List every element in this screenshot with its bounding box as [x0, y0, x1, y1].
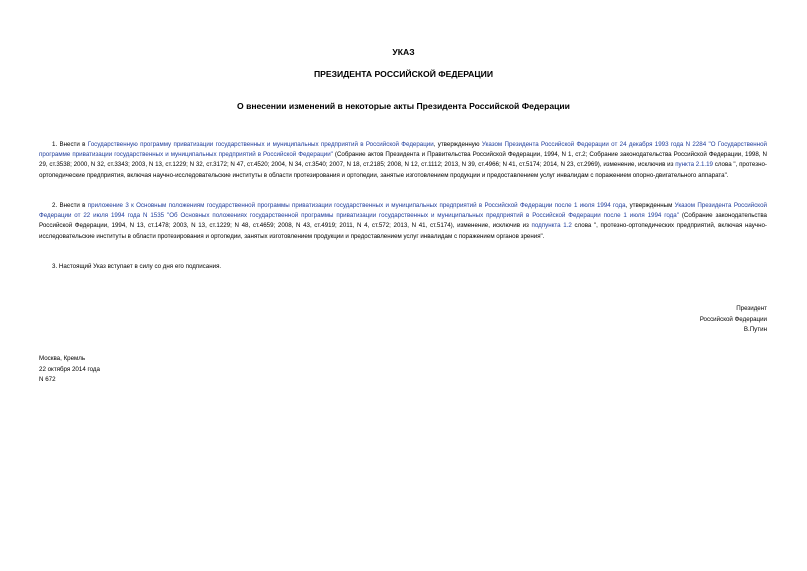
signature-country: Российской Федерации	[699, 315, 767, 323]
decree-number: N 672	[39, 376, 56, 383]
paragraph-2-text-4: слова ", протезно-ортопедических предприятий, включая научно-исследовательские институты в области протезирования и ортопедии, занятых изготовлением продукции и предоставлением услуг инвалидам с поражением органов зрения".	[39, 222, 767, 240]
paragraph-1-text-3: (Собрание актов Президента и Правительства Российской Федерации, 1994, N 1, ст.2; Собрание законодательства Российской Федерации, 1998, N 29, ст.3538; 2000, N 32, ст.3343; 2003, N 13, ст.1229; N 32, ст.3172; N 47, ст.4520; 2004, N 34, ст.3540; 2007, N 18, ст.2185; 2008, N 12, ст.1112; 2013, N 39, ст.4966; N 41, ст.5174; 2014, N 23, ст.2969), изменение, исключив из	[39, 151, 767, 169]
signing-date: 22 октября 2014 года	[39, 365, 100, 373]
link-clause-2-1-19[interactable]: пункта 2.1.19	[675, 161, 713, 169]
paragraph-3: 3. Настоящий Указ вступает в силу со дня его подписания.	[52, 263, 222, 270]
paragraph-2-text-2: , утвержденным	[625, 202, 675, 209]
document-subject: О внесении изменений в некоторые акты Президента Российской Федерации	[237, 101, 570, 111]
link-subclause-1-2[interactable]: подпункта 1.2	[531, 222, 572, 230]
paragraph-1-text-2: , утвержденную	[433, 141, 482, 148]
link-state-program[interactable]: Государственную программу приватизации государственных и муниципальных предприятий в Российской Федерации	[87, 141, 434, 148]
place-date-block	[39, 354, 239, 386]
link-decree-2284[interactable]: Указом Президента Российской Федерации от 24 декабря 1993 года N 2284 "О Государственной программе приватизации государственных и муниципальных предприятий в Российской Федерации"	[39, 141, 767, 159]
paragraph-1-text-1: 1. Внести в	[52, 141, 88, 148]
document-title: УКАЗ	[392, 47, 415, 57]
signature-name: В.Путин	[743, 326, 767, 333]
paragraph-2-text-3: (Собрание законодательства Российской Федерации, 1994, N 13, ст.1478; 2003, N 13, ст.1229; N 48, ст.4659; 2008, N 43, ст.4919; 2011, N 4, ст.572; 2013, N 41, ст.5174), изменение, исключив из	[39, 212, 768, 230]
link-decree-1535[interactable]: Указом Президента Российской Федерации от 22 июля 1994 года N 1535 "Об Основных положениях государственной программы приватизации государственных и муниципальных предприятий в Российской Федерации после 1 июля 1994 года"	[39, 202, 767, 220]
paragraph-2-text-1: 2. Внести в	[52, 202, 88, 209]
signature-block	[567, 304, 767, 336]
paragraph-1	[39, 140, 767, 181]
document-issuer: ПРЕЗИДЕНТА РОССИЙСКОЙ ФЕДЕРАЦИИ	[313, 69, 494, 79]
signing-place: Москва, Кремль	[39, 355, 86, 362]
signature-position: Президент	[736, 305, 767, 312]
paragraph-2	[39, 201, 767, 242]
paragraph-1-text-4: слова ", протезно-ортопедические предприятия, включая научно-исследовательские институты в области протезирования и ортопедии, занятые изготовлением продукции и предоставлением услуг инвалидам с поражением опорно-двигательного аппарата".	[39, 161, 767, 179]
link-appendix-3[interactable]: приложение 3 к Основным положениям государственной программы приватизации государственных и муниципальных предприятий в Российской Федерации после 1 июля 1994 года	[87, 202, 626, 209]
